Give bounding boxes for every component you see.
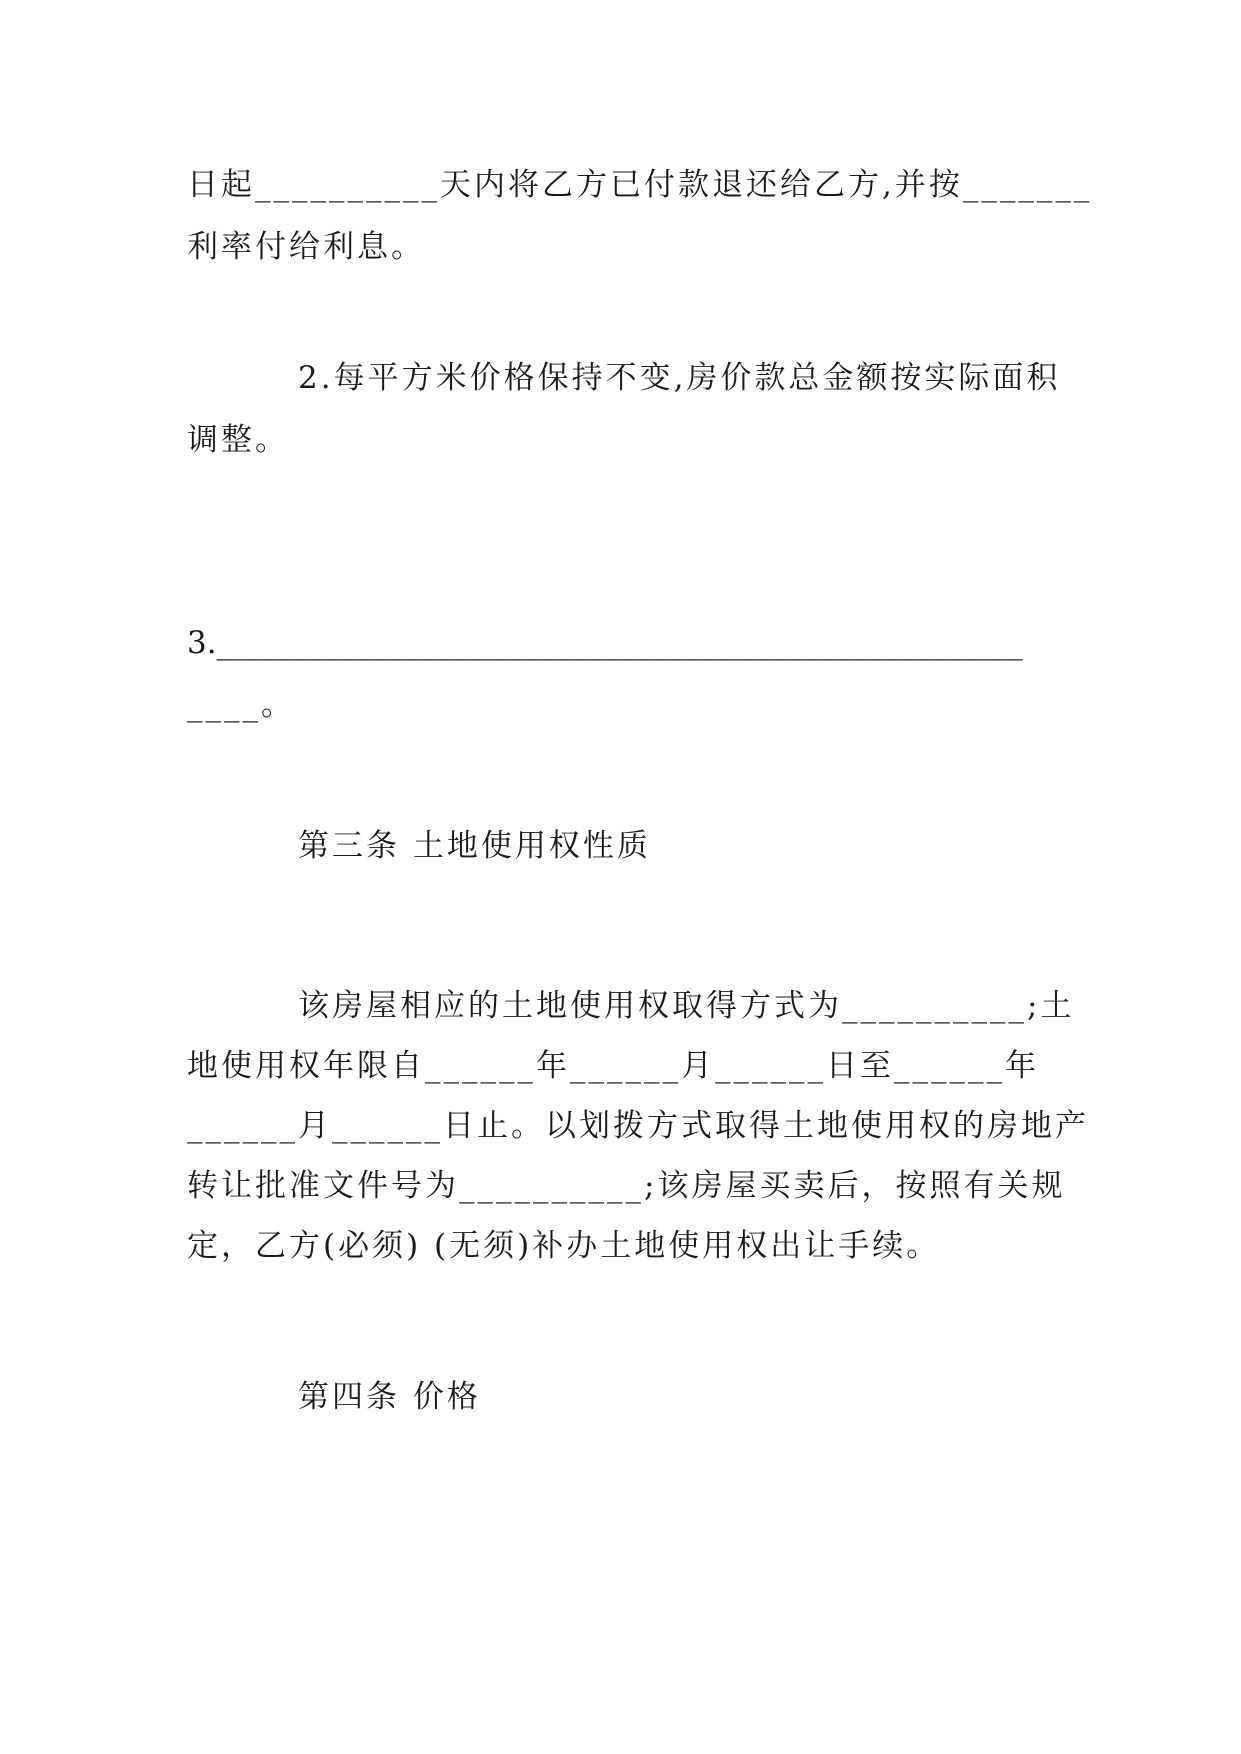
article-3-para-line-2: 地使用权年限自______年______月______日至______年 [187,1048,1039,1084]
clause-3-line-2: ____。 [187,687,295,723]
article-3-para-line-3: ______月______日止。以划拨方式取得土地使用权的房地产 [187,1108,1089,1144]
article-3-para-line-1: 该房屋相应的土地使用权取得方式为__________;土 [298,988,1075,1024]
clause-2-line-2: 调整。 [187,422,289,458]
article-3-para-line-4: 转让批准文件号为__________;该房屋买卖后，按照有关规 [187,1168,1066,1204]
article-4-heading: 第四条 价格 [298,1379,481,1415]
article-3-heading: 第三条 土地使用权性质 [298,828,651,864]
paragraph-refund-line-2: 利率付给利息。 [187,229,425,265]
clause-3-line-1: 3.____________________________________________________ [187,625,1023,661]
clause-2-line-1: 2.每平方米价格保持不变,房价款总金额按实际面积 [298,360,1061,396]
paragraph-refund-line-1: 日起__________天内将乙方已付款退还给乙方,并按_______ [187,167,1093,203]
article-3-para-line-5: 定，乙方(必须) (无须)补办土地使用权出让手续。 [187,1228,941,1264]
